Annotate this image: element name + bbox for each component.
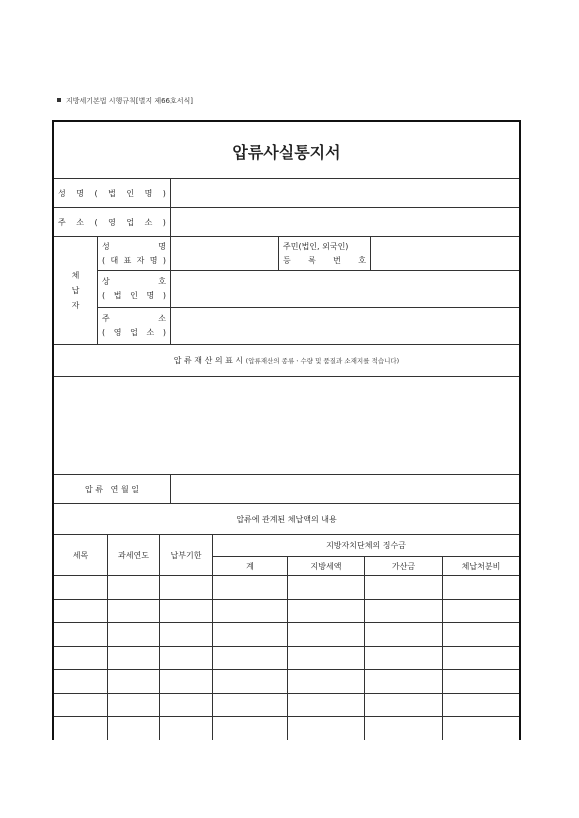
address-label	[54, 208, 170, 236]
label-char: 영	[113, 328, 122, 337]
business-address-field[interactable]	[171, 308, 519, 344]
label-char: 주	[102, 314, 110, 323]
label-char: 법	[108, 188, 116, 198]
label-char: 표	[123, 255, 132, 265]
label-char: 자	[136, 255, 145, 265]
label-char: 인	[130, 291, 138, 300]
form-caption	[57, 96, 193, 106]
seizure-date-label: 압 류 연 월 일	[85, 484, 139, 494]
table-row[interactable]	[54, 600, 519, 622]
label-char: 등	[283, 255, 291, 265]
table-row[interactable]	[54, 576, 519, 599]
label-char: )	[162, 188, 166, 198]
label-char: 명	[146, 291, 155, 300]
col-tax-year: 과세연도	[118, 550, 149, 560]
seized-property-note: (압류재산의 종류ㆍ수량 및 품질과 소재지를 적습니다)	[245, 357, 400, 365]
label-char: 법	[113, 291, 122, 300]
col-surcharge: 가산금	[391, 561, 416, 571]
name-field[interactable]	[171, 179, 519, 207]
label-char: 명	[149, 255, 158, 265]
col-group-collection: 지방자치단체의 징수금	[326, 541, 406, 550]
label-char: 명	[144, 188, 153, 198]
label-char: 자	[71, 301, 80, 310]
label-char: 체	[71, 271, 80, 280]
col-total: 계	[246, 561, 254, 571]
label-char: 성	[58, 188, 66, 198]
label-char: 영	[108, 217, 116, 227]
col-disposition-fee: 체납처분비	[461, 561, 501, 571]
label-char: )	[162, 291, 166, 300]
bullet-square-icon	[57, 98, 61, 102]
seized-property-label: 압 류 재 산 의 표 시	[173, 356, 244, 365]
table-row[interactable]	[54, 694, 519, 716]
label-char: )	[162, 217, 166, 227]
label-char: 번	[333, 255, 341, 265]
label-char: (	[94, 217, 98, 227]
trade-name-field[interactable]	[171, 271, 519, 307]
label-char: 록	[308, 255, 316, 265]
taxpayer-label	[54, 237, 97, 344]
label-char: 소	[158, 314, 166, 323]
label-char: (	[94, 188, 98, 198]
table-row[interactable]	[54, 623, 519, 646]
label-char: 상	[102, 277, 110, 286]
label-char: 소	[76, 217, 84, 227]
label-char: (	[102, 255, 106, 265]
label-char: 인	[126, 188, 135, 198]
label-char: 업	[130, 328, 138, 337]
name-label	[54, 179, 170, 207]
table-row[interactable]	[54, 647, 519, 669]
registration-number-label	[279, 237, 370, 270]
label-char: 소	[144, 217, 153, 227]
label-char: 주	[58, 217, 66, 227]
form-caption-text: 지방세기본법 시행규칙[별지 제66호서식]	[66, 97, 194, 105]
seizure-date-field[interactable]	[171, 475, 519, 503]
label-char: (	[102, 328, 106, 337]
form-title: 압류사실통지서	[232, 142, 341, 162]
label-char: 명	[158, 241, 166, 251]
registration-number-field[interactable]	[371, 237, 519, 270]
col-local-tax: 지방세액	[310, 561, 342, 571]
table-row[interactable]	[54, 717, 519, 740]
label-char: )	[162, 328, 166, 337]
col-due-date: 납부기한	[170, 550, 202, 560]
label-char: 납	[71, 286, 80, 295]
label-char: 소	[146, 328, 155, 337]
registration-label-top: 주민(법인, 외국인)	[283, 241, 349, 251]
business-address-label	[98, 308, 170, 344]
representative-name-field[interactable]	[171, 237, 278, 270]
arrears-section-title: 압류에 관계된 체납액의 내용	[236, 514, 337, 524]
trade-name-label	[98, 271, 170, 307]
table-row[interactable]	[54, 670, 519, 693]
label-char: 업	[126, 217, 135, 227]
seized-property-field[interactable]	[54, 377, 519, 474]
label-char: 성	[102, 241, 110, 251]
seized-property-header	[54, 345, 519, 376]
address-field[interactable]	[171, 208, 519, 236]
col-tax-item: 세목	[72, 550, 89, 560]
label-char: 명	[76, 188, 84, 198]
representative-name-label	[98, 237, 170, 270]
label-char: 호	[158, 277, 166, 286]
label-char: 대	[110, 255, 119, 265]
label-char: 호	[358, 255, 366, 265]
label-char: )	[162, 255, 166, 265]
seizure-notice-form	[52, 120, 521, 740]
label-char: (	[102, 291, 106, 300]
